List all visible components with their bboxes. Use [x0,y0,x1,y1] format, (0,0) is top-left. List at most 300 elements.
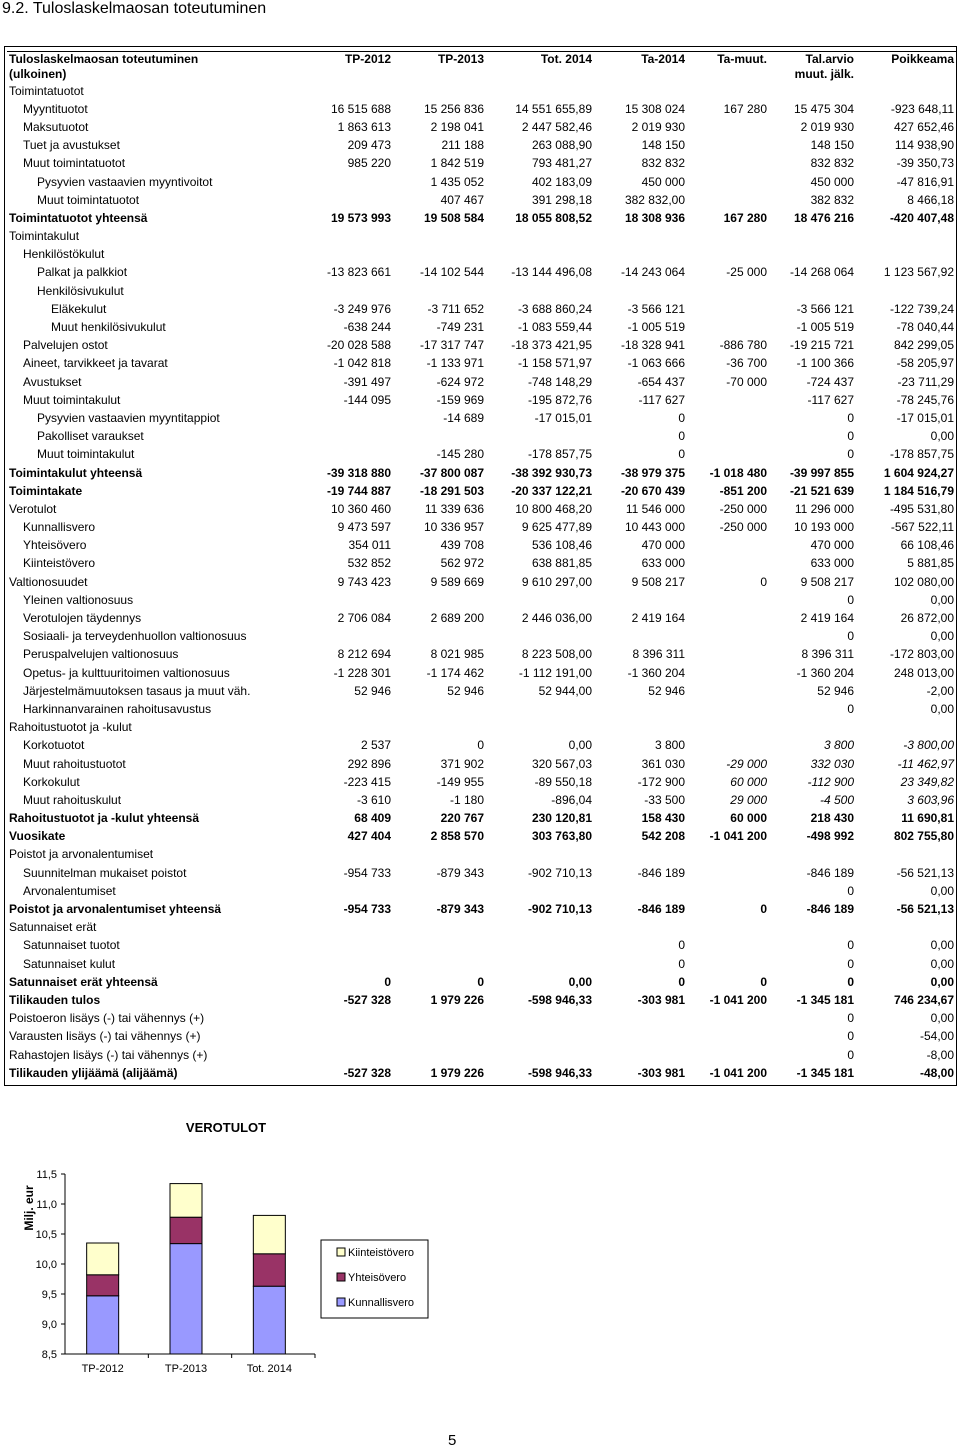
value-cell: 382 832 [810,192,854,207]
table-row [7,919,957,937]
value-cell [394,591,487,609]
value-cell [688,555,770,573]
value-cell [857,228,957,246]
value-cell [688,628,770,646]
value-cell: -56 521,13 [896,865,954,880]
row-label: Eläkekulut [51,301,107,316]
value-cell [487,1010,595,1028]
value-cell [306,228,394,246]
value-cell [595,246,688,264]
value-cell [688,1010,770,1028]
row-label: Rahoitustuotot ja -kulut [9,720,132,735]
value-cell: 842 299,05 [893,338,954,353]
value-cell: -3 800,00 [903,738,954,753]
value-cell: 0 [678,410,685,425]
value-cell: -1 041 200 [709,829,767,844]
value-cell: 8 021 985 [430,647,484,662]
value-cell [688,719,770,737]
value-cell: 2 689 200 [430,611,484,626]
header-cell: Tuloslaskelmaosan toteutuminen [7,52,306,68]
value-cell: 10 800 468,20 [515,501,592,516]
table-row [7,791,957,809]
value-cell [487,846,595,864]
value-cell: 11 546 000 [625,501,685,516]
value-cell [394,846,487,864]
value-cell [688,591,770,609]
verotulot-chart [0,1110,480,1395]
value-cell [595,700,688,718]
legend-label: Kiinteistövero [348,1247,415,1259]
value-cell: -178 857,75 [889,447,954,462]
value-cell: 0 [678,974,685,989]
row-label: Rahoitustuotot ja -kulut yhteensä [9,811,200,826]
value-cell: 15 256 836 [423,101,484,116]
table-row [7,264,957,282]
value-cell: 562 972 [440,556,484,571]
value-cell [487,1028,595,1046]
value-cell: 0 [847,1047,854,1062]
row-label: Aineet, tarvikkeet ja tavarat [23,356,168,371]
value-cell: -122 739,24 [889,301,954,316]
row-label: Poistot ja arvonalentumiset [9,847,154,862]
value-cell: 2 537 [360,738,391,753]
value-cell: -14 268 064 [789,265,854,280]
value-cell: 427 404 [347,829,391,844]
value-cell [394,719,487,737]
table-row [7,409,957,427]
row-label: Avustukset [23,374,82,389]
table-row [7,973,957,991]
value-cell: 1 123 567,92 [883,265,954,280]
value-cell: 832 832 [641,156,685,171]
x-tick-label: TP-2013 [164,1363,208,1375]
value-cell: 361 030 [641,756,685,771]
bar-segment [170,1244,202,1354]
value-cell [487,719,595,737]
value-cell: -39 318 880 [326,465,391,480]
value-cell [688,173,770,191]
value-cell: -13 823 661 [326,265,391,280]
value-cell: 2 019 930 [631,119,685,134]
value-cell [487,228,595,246]
value-cell [688,882,770,900]
value-cell: 0 [678,956,685,971]
value-cell: -420 407,48 [889,210,954,225]
value-cell: 263 088,90 [531,138,592,153]
value-cell: -896,04 [551,792,592,807]
value-cell: -1 041 200 [709,992,767,1007]
value-cell: -846 189 [806,902,854,917]
value-cell: -495 531,80 [889,501,954,516]
table-row [7,373,957,391]
value-cell: 52 946 [354,683,391,698]
row-label: Toimintatuotot yhteensä [9,210,148,225]
row-label: Satunnaiset kulut [23,956,116,971]
row-label: Poistot ja arvonalentumiset yhteensä [9,902,222,917]
value-cell: -1 180 [449,792,484,807]
x-tick-label: TP-2012 [81,1363,124,1375]
value-cell [857,282,957,300]
value-cell [595,591,688,609]
value-cell: 633 000 [810,556,854,571]
row-label: Muut henkilösivukulut [51,320,166,335]
value-cell: 8 212 694 [337,647,391,662]
value-cell: 1 604 924,27 [883,465,954,480]
value-cell: -8,00 [926,1047,954,1062]
value-cell: 536 108,46 [531,538,592,553]
value-cell: 66 108,46 [900,538,954,553]
value-cell: 354 011 [348,538,391,553]
value-cell [306,1028,394,1046]
value-cell: 230 120,81 [531,811,592,826]
value-cell: 114 938,90 [894,138,954,153]
table-row [7,628,957,646]
value-cell: 0 [760,574,767,589]
row-label: Henkilösivukulut [37,283,124,298]
value-cell: 15 475 304 [793,101,854,116]
table-row [7,700,957,718]
value-cell: 450 000 [810,174,854,189]
value-cell: -89 550,18 [534,774,592,789]
value-cell: -18 291 503 [419,483,484,498]
value-cell [770,246,857,264]
header-cell: Ta-2014 [595,52,688,68]
value-cell: 0 [847,410,854,425]
value-cell: -638 244 [343,320,391,335]
value-cell: 1 979 226 [430,1065,484,1080]
value-cell: 0 [847,883,854,898]
value-cell: 0 [847,938,854,953]
row-label: Muut toimintatuotot [23,156,126,171]
value-cell: 450 000 [641,174,685,189]
value-cell: 0 [760,974,767,989]
value-cell: 52 946 [648,683,685,698]
value-cell: 148 150 [641,138,685,153]
value-cell: 0 [847,429,854,444]
value-cell: -178 857,75 [527,447,592,462]
value-cell: -78 040,44 [896,320,954,335]
value-cell: 218 430 [810,811,854,826]
value-cell: 11 690,81 [901,811,954,826]
row-label: Muut rahoitustuotot [23,756,126,771]
row-label: Tuet ja avustukset [23,138,120,153]
table-row [7,955,957,973]
value-cell: 14 551 655,89 [515,101,592,116]
value-cell: -902 710,13 [527,902,592,917]
value-cell: 167 280 [723,101,767,116]
value-cell [688,1046,770,1064]
table-row [7,337,957,355]
value-cell: -17 015,01 [896,410,954,425]
table-row [7,846,957,864]
value-cell: 1 979 226 [430,992,484,1007]
value-cell: 220 767 [440,811,484,826]
table-row [7,391,957,409]
value-cell [595,846,688,864]
value-cell: -598 946,33 [527,992,592,1007]
value-cell: 3 800 [823,738,854,753]
table-row [7,464,957,482]
value-cell [688,118,770,136]
table-row [7,191,957,209]
value-cell: 320 567,03 [531,756,592,771]
value-cell: 0,00 [930,974,954,989]
value-cell: -1 158 571,97 [517,356,592,371]
value-cell: -223 415 [343,774,391,789]
value-cell: -18 373 421,95 [511,338,592,353]
value-cell [394,282,487,300]
value-cell: -624 972 [436,374,484,389]
value-cell: -38 979 375 [620,465,685,480]
value-cell: 0 [847,1029,854,1044]
value-cell: -598 946,33 [527,1065,592,1080]
value-cell: 10 336 957 [423,520,484,535]
value-cell: 0 [847,956,854,971]
value-cell [306,428,394,446]
value-cell: 0 [760,902,767,917]
table-row [7,500,957,518]
value-cell [770,919,857,937]
table-row [7,755,957,773]
chart-title: VEROTULOT [185,1120,267,1135]
table-row [7,646,957,664]
value-cell: 167 280 [723,210,767,225]
value-cell: 332 030 [810,756,854,771]
value-cell: 102 080,00 [893,574,954,589]
value-cell: -1 063 666 [627,356,685,371]
value-cell: 8 396 311 [632,647,685,662]
value-cell: -29 000 [726,756,767,771]
value-cell: 439 708 [440,538,484,553]
value-cell: 29 000 [730,792,767,807]
value-cell: -18 328 941 [620,338,685,353]
row-label: Toimintakate [9,483,83,498]
row-label: Järjestelmämuutoksen tasaus ja muut väh. [23,683,251,698]
value-cell: 19 573 993 [330,210,391,225]
row-label: Myyntituotot [23,101,88,116]
value-cell: 0,00 [930,883,954,898]
value-cell: -70 000 [726,374,767,389]
value-cell: -1 360 204 [627,665,685,680]
header-cell [487,67,595,82]
value-cell [770,846,857,864]
row-label: Tilikauden tulos [9,992,101,1007]
row-label: Toimintatuotot [9,83,84,98]
value-cell: 8 396 311 [801,647,854,662]
value-cell: 9 508 217 [800,574,854,589]
value-cell: 148 150 [810,138,854,153]
bar-segment [170,1184,202,1218]
value-cell [487,919,595,937]
value-cell: 0 [847,701,854,716]
value-cell: -1 018 480 [709,465,767,480]
value-cell [306,446,394,464]
value-cell: -724 437 [806,374,854,389]
row-label: Pysyvien vastaavien myyntivoitot [37,174,213,189]
table-row [7,664,957,682]
value-cell: -159 969 [436,392,484,407]
value-cell [688,409,770,427]
legend-swatch [337,1298,345,1306]
row-label: Poistoeron lisäys (-) tai vähennys (+) [9,1011,205,1026]
value-cell: -1 174 462 [426,665,484,680]
value-cell: 52 944,00 [538,683,592,698]
value-cell [857,919,957,937]
value-cell: -3 610 [356,792,391,807]
value-cell: 470 000 [641,538,685,553]
value-cell: -250 000 [719,520,767,535]
value-cell: 0,00 [930,592,954,607]
row-label: Yhteisövero [23,538,87,553]
value-cell: -250 000 [719,501,767,516]
value-cell: -1 360 204 [796,665,854,680]
value-cell: 19 508 584 [423,210,484,225]
value-cell [487,428,595,446]
value-cell: 0 [678,938,685,953]
legend-swatch [337,1273,345,1281]
value-cell: 0 [384,974,391,989]
row-label: Pysyvien vastaavien myyntitappiot [37,410,220,425]
value-cell: -527 328 [343,1065,391,1080]
value-cell: 2 419 164 [631,611,685,626]
row-label: Toimintakulut yhteensä [9,465,143,480]
value-cell: 15 308 024 [624,101,685,116]
value-cell: -846 189 [637,902,685,917]
value-cell: 2 858 570 [430,829,484,844]
value-cell: -1 345 181 [796,1065,854,1080]
value-cell: -1 112 191,00 [518,665,592,680]
table-row [7,300,957,318]
row-label: Kunnallisvero [23,520,96,535]
value-cell [688,664,770,682]
value-cell [857,846,957,864]
value-cell [857,719,957,737]
value-cell: -25 000 [726,265,767,280]
value-cell: -54,00 [919,1029,954,1044]
value-cell: -1 005 519 [627,320,685,335]
bar-segment [170,1217,202,1243]
table-row [7,246,957,264]
value-cell [487,955,595,973]
value-cell: -11 462,97 [897,756,954,771]
value-cell: -39 350,73 [896,156,954,171]
row-label: Henkilöstökulut [23,247,105,262]
y-tick-label: 9,5 [41,1289,57,1301]
table-row [7,991,957,1009]
value-cell: -954 733 [343,902,391,917]
value-cell: -117 627 [638,392,685,407]
value-cell: 0,00 [930,429,954,444]
value-cell [595,82,688,100]
value-cell: 470 000 [810,538,854,553]
value-cell [688,609,770,627]
value-cell [688,937,770,955]
value-cell: -56 521,13 [896,902,954,917]
value-cell: 793 481,27 [531,156,592,171]
table-row [7,228,957,246]
table-body [7,82,957,1082]
value-cell [487,282,595,300]
value-cell: 292 896 [347,756,391,771]
value-cell: -112 900 [807,774,854,789]
value-cell: 60 000 [730,774,767,789]
y-tick-label: 11,5 [36,1169,57,1181]
value-cell: -14 689 [443,410,484,425]
value-cell [770,719,857,737]
value-cell [595,1046,688,1064]
value-cell [306,628,394,646]
row-label: Palvelujen ostot [23,338,108,353]
value-cell: 0,00 [930,938,954,953]
value-cell: -39 997 855 [789,465,854,480]
value-cell: 0,00 [568,738,592,753]
value-cell: -303 981 [637,1065,685,1080]
table-row [7,1010,957,1028]
value-cell [394,919,487,937]
value-cell: 23 349,82 [900,774,954,789]
row-label: Suunnitelman mukaiset poistot [23,865,187,880]
value-cell [595,228,688,246]
value-cell [770,228,857,246]
value-cell: -3 249 976 [333,301,391,316]
value-cell [306,282,394,300]
value-cell [487,591,595,609]
y-tick-label: 11,0 [36,1199,57,1211]
value-cell [306,882,394,900]
header-cell: Tot. 2014 [487,52,595,68]
value-cell [394,246,487,264]
value-cell: -172 900 [637,774,685,789]
value-cell: 0 [847,629,854,644]
value-cell: 1 863 613 [337,119,391,134]
value-cell [487,937,595,955]
header-cell [595,67,688,82]
table-row [7,519,957,537]
table-row [7,82,957,100]
table-row [7,609,957,627]
value-cell [306,719,394,737]
value-cell: -20 337 122,21 [511,483,592,498]
value-cell [394,628,487,646]
header-cell [688,67,770,82]
value-cell: 0,00 [930,956,954,971]
value-cell: -14 243 064 [620,265,685,280]
value-cell: -527 328 [343,992,391,1007]
value-cell [688,391,770,409]
value-cell: -17 015,01 [534,410,592,425]
value-cell: -3 566 121 [627,301,685,316]
legend-label: Kunnallisvero [348,1297,415,1309]
table-row [7,118,957,136]
value-cell: 1 184 516,79 [883,483,954,498]
table-row [7,173,957,191]
value-cell [394,955,487,973]
value-cell: 2 446 036,00 [521,611,592,626]
row-label: Muut toimintakulut [23,392,121,407]
value-cell [394,1046,487,1064]
value-cell: -1 005 519 [796,320,854,335]
value-cell: 11 296 000 [794,501,854,516]
value-cell [688,919,770,937]
value-cell [306,1046,394,1064]
value-cell [688,318,770,336]
row-label: Tilikauden ylijäämä (alijäämä) [9,1065,178,1080]
section-heading: 9.2. Tuloslaskelmaosan toteutuminen [2,0,267,17]
value-cell: -37 800 087 [419,465,484,480]
value-cell [306,591,394,609]
value-cell [688,446,770,464]
value-cell [688,82,770,100]
